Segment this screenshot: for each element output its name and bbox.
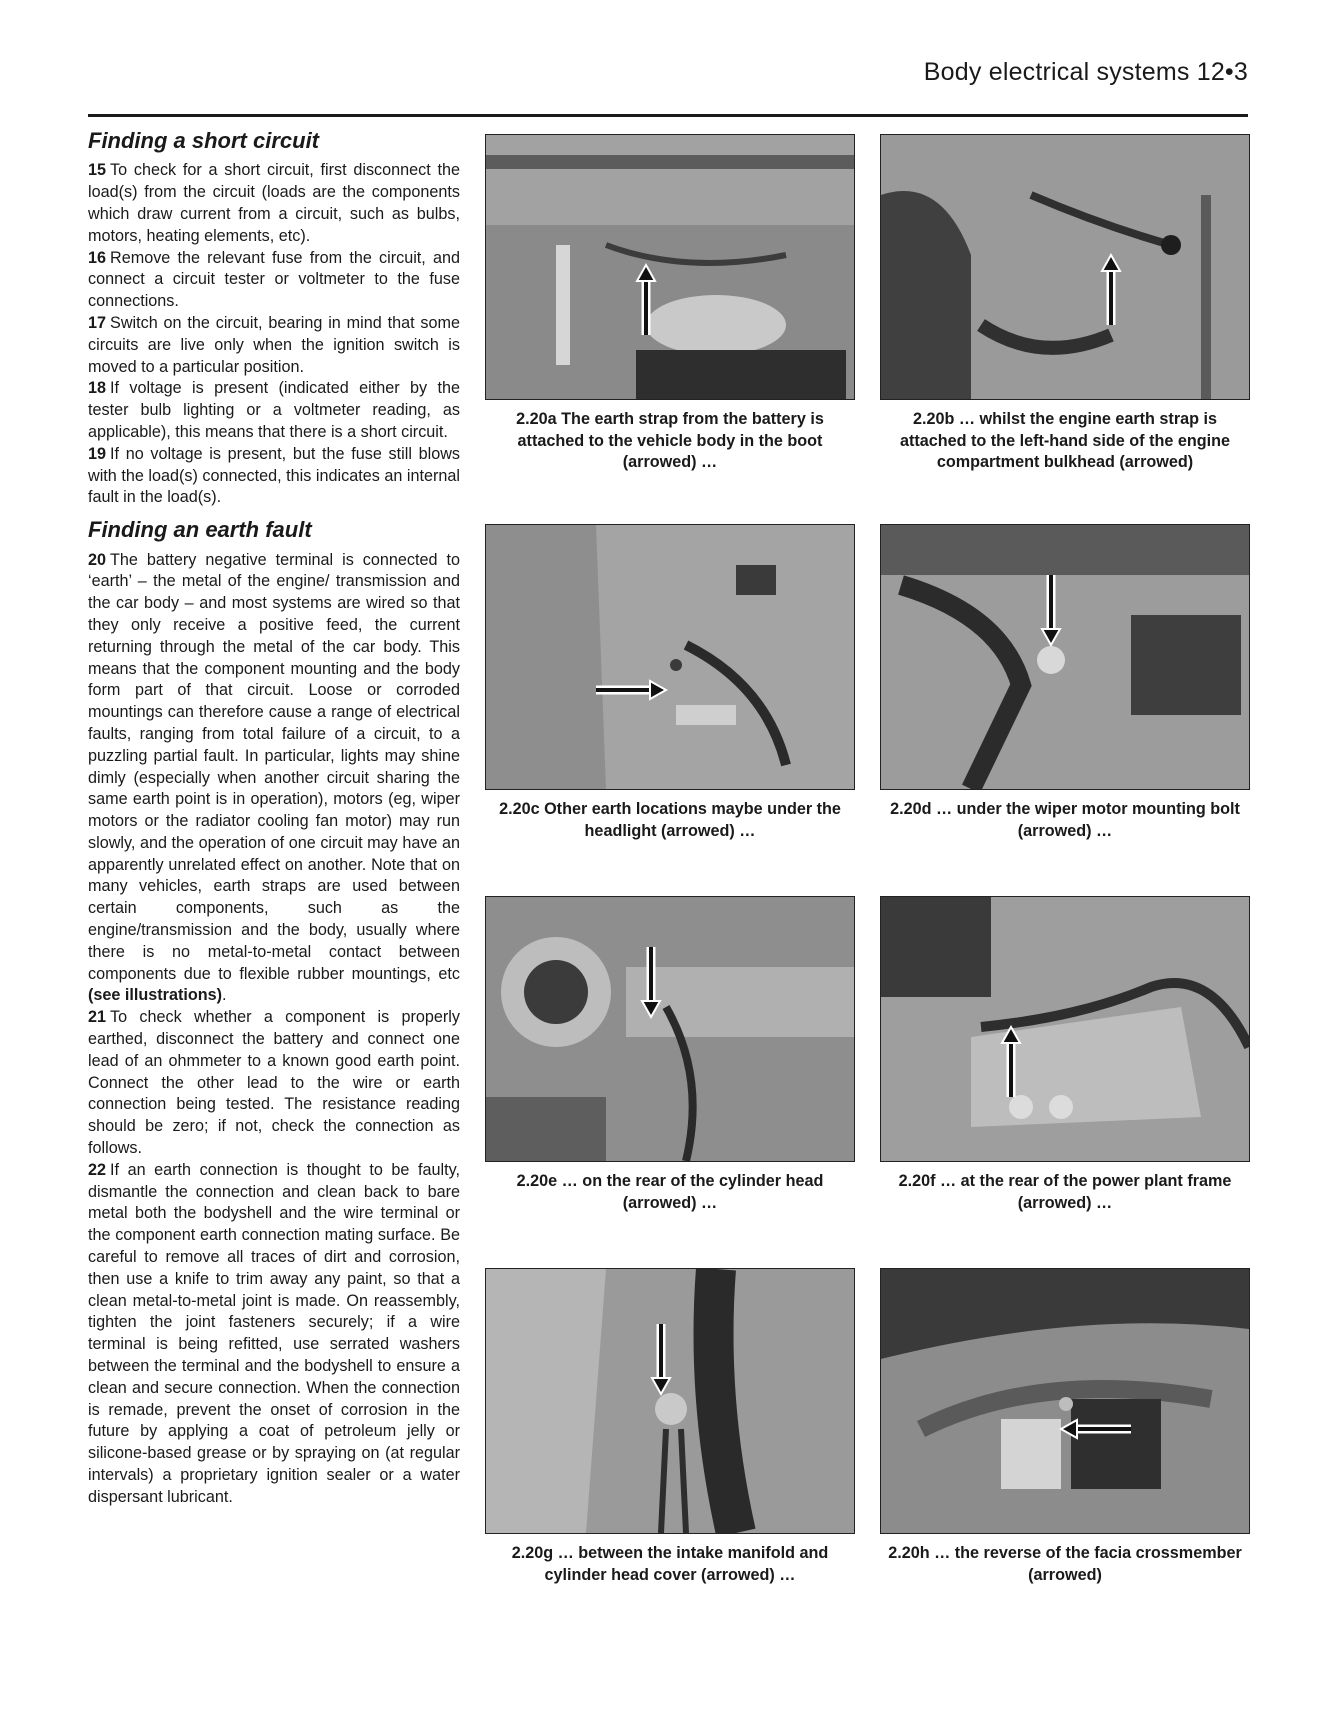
paragraph-16 xyxy=(88,248,460,313)
photo-wiper-motor-bolt xyxy=(880,524,1250,790)
figure-2-20g xyxy=(485,1268,855,1586)
section-heading-short-circuit: Finding a short circuit xyxy=(88,128,320,153)
photo-engine-earth-strap xyxy=(880,134,1250,400)
caption-2-20f: 2.20f … at the rear of the power plant frame (arrowed) … xyxy=(898,1172,1232,1212)
paragraph-text: To check for a short circuit, first disconnect the load(s) from the circuit (loads are the components which draw current from a circuit, such as bulbs, motors, heating elements, etc). xyxy=(88,161,460,245)
paragraph-21 xyxy=(88,1007,460,1160)
paragraph-number: 16 xyxy=(88,248,107,267)
paragraph-text: The battery negative terminal is connected to ‘earth’ – the metal of the engine/ transmission and the car body – and most systems are wired so that they only receive a positive feed, the current returning through the metal of the car body. This means that the component mounting and the body form part of that circuit. Loose or corroded mountings can therefore cause a range of electrical faults, ranging from total failure of a circuit, to a puzzling partial fault. In particular, lights may shine dimly (especially when another circuit sharing the same earth point is in operation), motors (eg, wiper motors or the radiator cooling fan motor) may run slowly, and the operation of one circuit may have an apparently unrelated effect on another. Note that on many vehicles, earth straps are used between certain components, such as the engine/transmission and the body, usually where there is no metal-to-metal contact between components due to flexible rubber mountings, etc xyxy=(88,550,460,983)
caption-2-20h: 2.20h … the reverse of the facia crossmember (arrowed) xyxy=(888,1544,1242,1584)
paragraph-number: 21 xyxy=(88,1008,107,1027)
caption-2-20b: 2.20b … whilst the engine earth strap is attached to the left-hand side of the engine compartment bulkhead (arrowed) xyxy=(899,410,1231,471)
figure-2-20b xyxy=(880,134,1250,474)
photo-power-plant-frame xyxy=(880,896,1250,1162)
paragraph-number: 20 xyxy=(88,550,107,569)
paragraph-number: 22 xyxy=(88,1160,107,1179)
page-header-title: Body electrical systems 12•3 xyxy=(923,58,1248,86)
paragraph-text: If voltage is present (indicated either by the tester bulb lighting or a voltmeter reading, as applicable), this means that there is a short circuit. xyxy=(88,379,460,441)
paragraph-number: 15 xyxy=(88,161,107,180)
photo-cylinder-head-rear xyxy=(485,896,855,1162)
figure-2-20a xyxy=(485,134,855,474)
caption-2-20d: 2.20d … under the wiper motor mounting bolt (arrowed) … xyxy=(890,800,1240,840)
illustration-reference: (see illustrations) xyxy=(88,986,223,1005)
paragraph-17 xyxy=(88,313,460,378)
paragraph-15 xyxy=(88,160,460,247)
caption-2-20a: 2.20a The earth strap from the battery is attached to the vehicle body in the boot (arrowed) … xyxy=(516,410,824,471)
caption-2-20c: 2.20c Other earth locations maybe under the headlight (arrowed) … xyxy=(499,800,841,840)
paragraph-text: Remove the relevant fuse from the circuit, and connect a circuit tester or voltmeter to the fuse connections. xyxy=(88,248,460,311)
header-rule xyxy=(88,114,1248,117)
paragraph-tail: . xyxy=(222,986,227,1005)
figure-2-20h xyxy=(880,1268,1250,1586)
paragraph-22 xyxy=(88,1160,460,1509)
text-column xyxy=(88,128,460,1509)
figure-2-20e xyxy=(485,896,855,1214)
photo-headlight-earth xyxy=(485,524,855,790)
paragraph-number: 19 xyxy=(88,444,107,463)
paragraph-text: To check whether a component is properly earthed, disconnect the battery and connect one lead of an ohmmeter to a known good earth point. Connect the other lead to the wire or earth connection being tested. The resistance reading should be zero; if not, check the connection as follows. xyxy=(88,1008,460,1158)
paragraph-18 xyxy=(88,378,460,443)
paragraph-text: If no voltage is present, but the fuse still blows with the load(s) connected, this indicates an internal fault in the load(s). xyxy=(88,444,460,507)
caption-2-20g: 2.20g … between the intake manifold and cylinder head cover (arrowed) … xyxy=(511,1544,829,1584)
photo-intake-manifold xyxy=(485,1268,855,1534)
caption-2-20e: 2.20e … on the rear of the cylinder head (arrowed) … xyxy=(516,1172,824,1212)
figure-2-20d xyxy=(880,524,1250,842)
paragraph-text: Switch on the circuit, bearing in mind that some circuits are live only when the ignition switch is moved to a particular position. xyxy=(88,313,460,376)
figure-2-20c xyxy=(485,524,855,842)
section-heading-earth-fault: Finding an earth fault xyxy=(88,517,312,543)
paragraph-19 xyxy=(88,444,460,509)
paragraph-text: If an earth connection is thought to be faulty, dismantle the connection and clean back to bare metal both the bodyshell and the wire terminal or the component earth connection mating surface. Be careful to remove all traces of dirt and corrosion, then use a knife to trim away any paint, so that a clean metal-to-metal joint is made. On reassembly, tighten the joint fasteners securely; if a wire terminal is being refitted, use serrated washers between the terminal and the bodyshell to ensure a clean and secure connection. When the connection is remade, prevent the onset of corrosion in the future by applying a coat of petroleum jelly or silicone-based grease or by spraying on (at regular intervals) a proprietary ignition sealer or a water dispersant lubricant. xyxy=(88,1160,460,1506)
figure-2-20f xyxy=(880,896,1250,1214)
photo-battery-earth-strap xyxy=(485,134,855,400)
paragraph-number: 17 xyxy=(88,313,107,332)
photo-facia-crossmember xyxy=(880,1268,1250,1534)
paragraph-20 xyxy=(88,550,460,1008)
paragraph-number: 18 xyxy=(88,379,107,398)
